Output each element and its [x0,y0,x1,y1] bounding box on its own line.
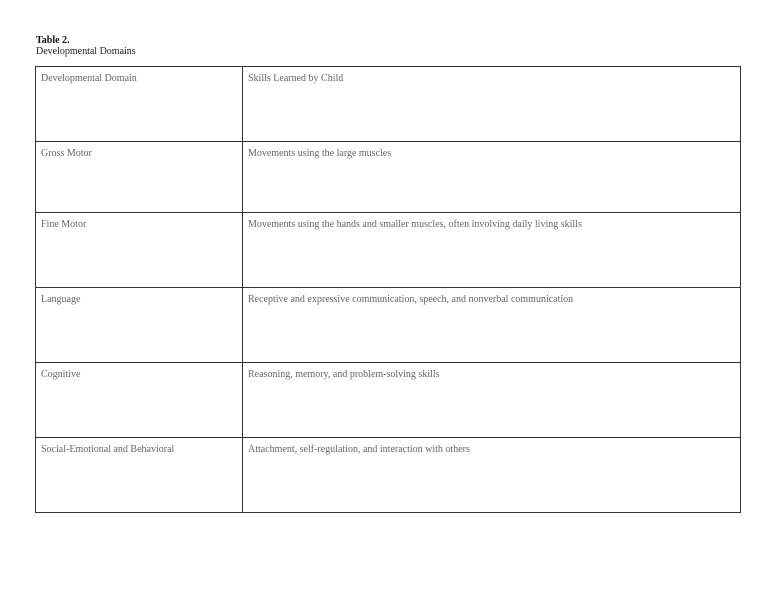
table-header-row [36,67,741,142]
skills-cell: Movements using the hands and smaller muscles, often involving daily living skills [243,213,741,288]
skills-cell: Attachment, self-regulation, and interaction with others [243,438,741,513]
skills-cell: Receptive and expressive communication, speech, and nonverbal communication [243,288,741,363]
table-row [36,142,741,213]
table-row [36,438,741,513]
domain-cell: Language [36,288,243,363]
header-skills-learned: Skills Learned by Child [243,67,741,142]
header-developmental-domain: Developmental Domain [36,67,243,142]
domain-cell: Fine Motor [36,213,243,288]
table-caption [36,35,136,57]
table-row [36,363,741,438]
table-number: Table 2. [36,35,70,46]
domain-cell: Social-Emotional and Behavioral [36,438,243,513]
table-row [36,213,741,288]
table-title: Developmental Domains [36,46,136,57]
skills-cell: Reasoning, memory, and problem-solving skills [243,363,741,438]
domain-cell: Gross Motor [36,142,243,213]
skills-cell: Movements using the large muscles [243,142,741,213]
developmental-domains-table [35,66,741,513]
table-row [36,288,741,363]
domain-cell: Cognitive [36,363,243,438]
